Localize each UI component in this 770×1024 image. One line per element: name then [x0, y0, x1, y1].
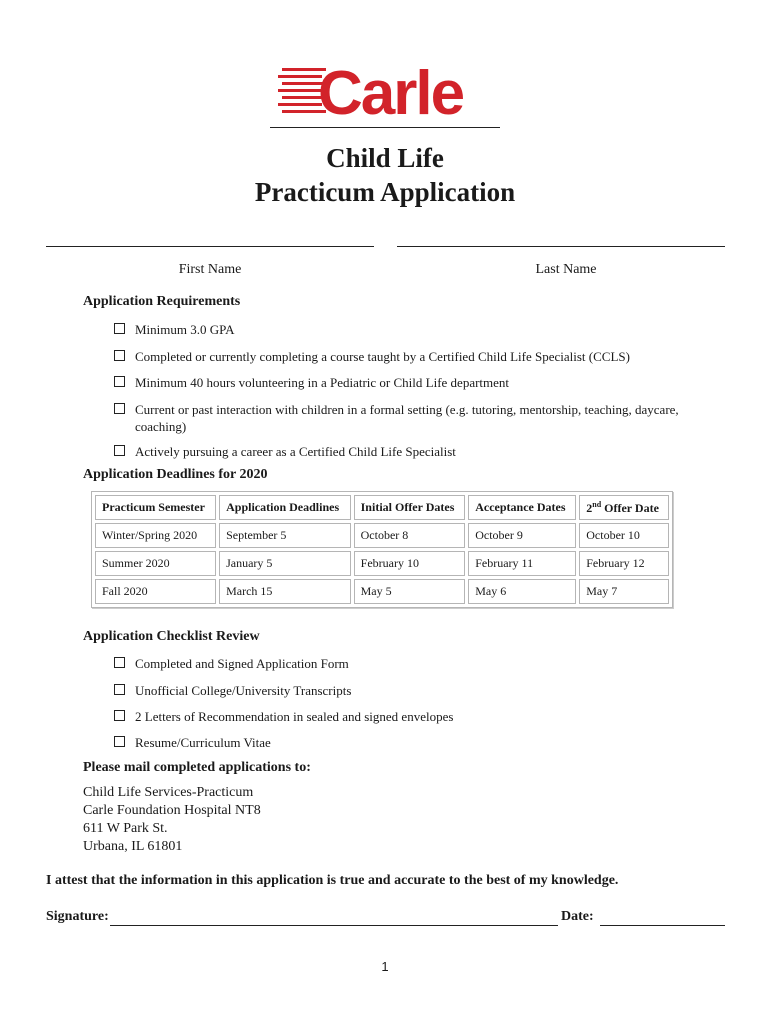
- svg-text:Carle: Carle: [318, 59, 464, 120]
- address-line: Carle Foundation Hospital NT8: [83, 803, 261, 818]
- table-cell: Winter/Spring 2020: [95, 523, 216, 548]
- signature-field[interactable]: [110, 925, 558, 926]
- address-line: 611 W Park St.: [83, 821, 168, 836]
- checkbox-icon[interactable]: [114, 736, 125, 747]
- requirements-heading: Application Requirements: [83, 294, 241, 309]
- column-header: Initial Offer Dates: [354, 495, 466, 520]
- table-row: [95, 551, 669, 576]
- table-cell: March 15: [219, 579, 351, 604]
- signature-label: Signature:: [46, 909, 109, 924]
- table-cell: February 11: [468, 551, 576, 576]
- mail-heading: Please mail completed applications to:: [83, 760, 311, 775]
- date-field[interactable]: [600, 925, 725, 926]
- table-cell: Fall 2020: [95, 579, 216, 604]
- table-header-row: [95, 495, 669, 520]
- deadlines-table: [91, 491, 673, 608]
- address-line: Child Life Services-Practicum: [83, 785, 254, 800]
- attestation-statement: I attest that the information in this application is true and accurate to the best of my knowledge.: [46, 873, 619, 888]
- date-label: Date:: [561, 909, 594, 924]
- page-number: 1: [381, 959, 389, 974]
- checkbox-icon[interactable]: [114, 350, 125, 361]
- address-line: Urbana, IL 61801: [83, 839, 183, 854]
- table-cell: October 8: [354, 523, 466, 548]
- checkbox-icon[interactable]: [114, 684, 125, 695]
- table-cell: May 7: [579, 579, 669, 604]
- table-row: [95, 523, 669, 548]
- checkbox-icon[interactable]: [114, 657, 125, 668]
- page-title-line1: Child Life: [326, 143, 444, 173]
- table-row: [95, 579, 669, 604]
- table-cell: September 5: [219, 523, 351, 548]
- page-title-line2: Practicum Application: [254, 177, 516, 207]
- table-cell: February 12: [579, 551, 669, 576]
- mailing-address: [83, 784, 261, 856]
- column-header: Acceptance Dates: [468, 495, 576, 520]
- table-cell: October 9: [468, 523, 576, 548]
- deadlines-heading: Application Deadlines for 2020: [83, 467, 268, 482]
- last-name-field[interactable]: [397, 246, 725, 247]
- checkbox-icon[interactable]: [114, 403, 125, 414]
- checkbox-icon[interactable]: [114, 323, 125, 334]
- logo-divider: [270, 127, 500, 128]
- carle-logo: [278, 58, 490, 120]
- table-cell: January 5: [219, 551, 351, 576]
- first-name-label: First Name: [178, 262, 242, 277]
- first-name-field[interactable]: [46, 246, 374, 247]
- table-cell: May 6: [468, 579, 576, 604]
- table-cell: February 10: [354, 551, 466, 576]
- checkbox-icon[interactable]: [114, 710, 125, 721]
- checkbox-icon[interactable]: [114, 445, 125, 456]
- checklist-heading: Application Checklist Review: [83, 629, 260, 644]
- table-cell: October 10: [579, 523, 669, 548]
- table-cell: Summer 2020: [95, 551, 216, 576]
- last-name-label: Last Name: [535, 262, 597, 277]
- column-header: 2nd Offer Date: [579, 495, 669, 520]
- checkbox-icon[interactable]: [114, 376, 125, 387]
- column-header: Application Deadlines: [219, 495, 351, 520]
- column-header: Practicum Semester: [95, 495, 216, 520]
- table-cell: May 5: [354, 579, 466, 604]
